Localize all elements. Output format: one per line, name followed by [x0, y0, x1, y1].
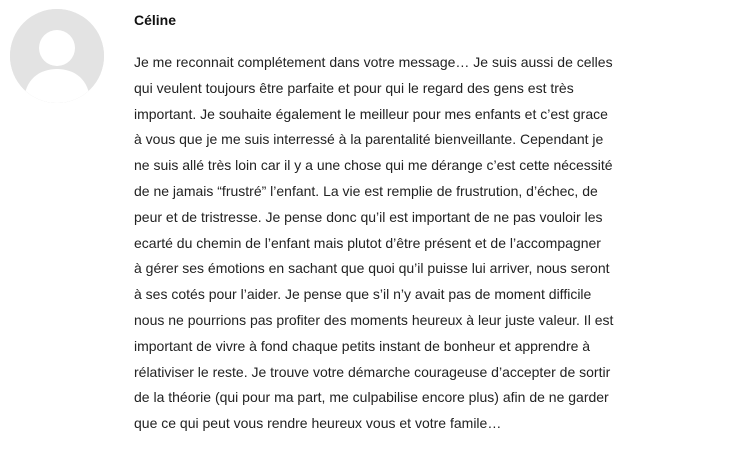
- comment-line: rélativiser le reste. Je trouve votre démarche courageuse d’accepter de sortir: [134, 363, 611, 380]
- avatar: [10, 9, 104, 103]
- comment-body: [134, 50, 708, 437]
- comment-line: à ses cotés pour l’aider. Je pense que s’il n’y avait pas de moment difficile: [134, 286, 592, 303]
- comment-line: à gérer ses émotions en sachant que quoi qu’il puisse lui arriver, nous seront: [134, 260, 610, 277]
- comment-author: Céline: [134, 12, 177, 28]
- comment-line: important. Je souhaite également le meilleur pour mes enfants et c’est grace: [134, 105, 608, 122]
- comment-line: de ne jamais “frustré” l’enfant. La vie est remplie de frustrution, d’échec, de: [134, 182, 598, 199]
- comment-line: important de vivre à fond chaque petits instant de bonheur et apprendre à: [134, 337, 591, 354]
- comment-line: qui veulent toujours être parfaite et pour qui le regard des gens est très: [134, 79, 574, 96]
- comment-line: de la théorie (qui pour ma part, me culpabilise encore plus) afin de ne garder: [134, 389, 609, 406]
- comment-line: que ce qui peut vous rendre heureux vous et votre famile…: [134, 415, 502, 432]
- comment-line: nous ne pourrions pas profiter des moments heureux à leur juste valeur. Il est: [134, 311, 614, 328]
- comment-line: Je me reconnait complétement dans votre message… Je suis aussi de celles: [134, 54, 613, 70]
- comment-line: à vous que je me suis interressé à la parentalité bienveillante. Cependant je: [134, 131, 604, 148]
- comment-line: ecarté du chemin de l’enfant mais plutot d’être présent et de l’accompagner: [134, 234, 601, 251]
- comment-line: peur et de tristresse. Je pense donc qu’il est important de ne pas vouloir les: [134, 208, 603, 225]
- default-user-avatar-icon: [10, 9, 104, 103]
- comment-line: ne suis allé très loin car il y a une chose qui me dérange c’est cette nécessité: [134, 157, 613, 174]
